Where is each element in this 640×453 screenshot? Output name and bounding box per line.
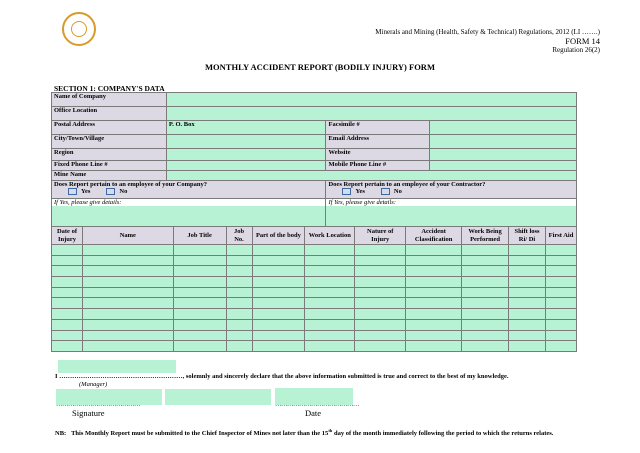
table-cell[interactable] <box>509 309 546 320</box>
table-cell[interactable] <box>226 309 252 320</box>
table-cell[interactable] <box>52 255 83 266</box>
table-cell[interactable] <box>82 330 173 341</box>
fixed-phone-field[interactable] <box>166 161 326 171</box>
table-cell[interactable] <box>406 277 462 288</box>
table-cell[interactable] <box>545 277 576 288</box>
table-cell[interactable] <box>305 266 355 277</box>
table-cell[interactable] <box>545 319 576 330</box>
accident-col-header: Work Location <box>305 227 355 245</box>
table-cell[interactable] <box>355 319 406 330</box>
company-name-label: Name of Company <box>52 93 167 107</box>
table-cell[interactable] <box>226 245 252 256</box>
table-cell[interactable] <box>252 319 305 330</box>
table-cell[interactable] <box>226 266 252 277</box>
date-dots: …………………………………… <box>275 401 359 408</box>
fixed-phone-label: Fixed Phone Line # <box>52 161 167 171</box>
table-cell[interactable] <box>545 341 576 352</box>
city-label: City/Town/Village <box>52 135 167 149</box>
table-cell[interactable] <box>509 277 546 288</box>
accident-col-header: Job No. <box>226 227 252 245</box>
table-cell[interactable] <box>406 319 462 330</box>
contractor-no-checkbox[interactable] <box>381 188 390 195</box>
table-cell[interactable] <box>52 309 83 320</box>
accident-table <box>51 226 577 352</box>
mobile-phone-field[interactable] <box>430 161 577 171</box>
table-cell[interactable] <box>52 341 83 352</box>
table-row <box>52 287 577 298</box>
company-yes-checkbox[interactable] <box>68 188 77 195</box>
logo-seal <box>62 12 96 46</box>
office-location-label: Office Location <box>52 107 167 121</box>
form-number: FORM 14 <box>565 36 600 46</box>
table-cell[interactable] <box>252 309 305 320</box>
table-cell[interactable] <box>305 287 355 298</box>
accident-col-header: Shift loss Ri/ Di <box>509 227 546 245</box>
table-cell[interactable] <box>462 309 509 320</box>
table-cell[interactable] <box>52 319 83 330</box>
table-cell[interactable] <box>355 298 406 309</box>
company-details-field[interactable]: If Yes, please give details: <box>52 199 326 229</box>
table-cell[interactable] <box>462 266 509 277</box>
table-row <box>52 319 577 330</box>
table-cell[interactable] <box>252 341 305 352</box>
table-cell[interactable] <box>406 341 462 352</box>
signature-label: Signature <box>72 408 105 418</box>
company-no-checkbox[interactable] <box>106 188 115 195</box>
table-cell[interactable] <box>509 245 546 256</box>
manager-name-field[interactable] <box>58 360 176 373</box>
region-label: Region <box>52 149 167 161</box>
table-cell[interactable] <box>252 255 305 266</box>
city-field[interactable] <box>166 135 326 149</box>
table-cell[interactable] <box>355 266 406 277</box>
contractor-details-field[interactable]: If Yes, please give details: <box>326 199 577 229</box>
table-cell[interactable] <box>545 266 576 277</box>
table-cell[interactable] <box>406 266 462 277</box>
table-cell[interactable] <box>355 245 406 256</box>
po-box-field[interactable]: P. O. Box <box>166 121 326 135</box>
accident-col-header: Job Title <box>173 227 226 245</box>
table-cell[interactable] <box>462 298 509 309</box>
table-cell[interactable] <box>82 309 173 320</box>
table-row <box>52 255 577 266</box>
table-cell[interactable] <box>52 245 83 256</box>
accident-col-header: Part of the body <box>252 227 305 245</box>
mobile-phone-label: Mobile Phone Line # <box>326 161 430 171</box>
table-cell[interactable] <box>406 330 462 341</box>
accident-col-header: Work Being Performed <box>462 227 509 245</box>
table-cell[interactable] <box>173 277 226 288</box>
page-title: MONTHLY ACCIDENT REPORT (BODILY INJURY) FORM <box>205 62 435 72</box>
table-cell[interactable] <box>52 298 83 309</box>
table-cell[interactable] <box>545 255 576 266</box>
postal-address-label: Postal Address <box>52 121 167 135</box>
table-cell[interactable] <box>52 287 83 298</box>
contractor-question: Does Report pertain to an employee of your Contractor? Yes No <box>326 181 577 199</box>
contractor-yes-checkbox[interactable] <box>342 188 351 195</box>
table-cell[interactable] <box>82 341 173 352</box>
table-cell[interactable] <box>305 245 355 256</box>
table-row <box>52 330 577 341</box>
email-label: Email Address <box>326 135 430 149</box>
mine-name-label: Mine Name <box>52 171 167 181</box>
table-cell[interactable] <box>545 245 576 256</box>
table-cell[interactable] <box>252 245 305 256</box>
region-field[interactable] <box>166 149 326 161</box>
table-cell[interactable] <box>82 277 173 288</box>
table-cell[interactable] <box>52 330 83 341</box>
table-cell[interactable] <box>252 266 305 277</box>
table-row <box>52 277 577 288</box>
table-cell[interactable] <box>173 245 226 256</box>
table-row <box>52 341 577 352</box>
table-cell[interactable] <box>406 287 462 298</box>
signature-dots: …………………………………… <box>56 401 140 408</box>
table-cell[interactable] <box>509 266 546 277</box>
table-cell[interactable] <box>173 298 226 309</box>
accident-col-header: Nature of Injury <box>355 227 406 245</box>
table-cell[interactable] <box>173 255 226 266</box>
table-cell[interactable] <box>355 277 406 288</box>
table-cell[interactable] <box>509 319 546 330</box>
table-cell[interactable] <box>173 330 226 341</box>
table-cell[interactable] <box>305 309 355 320</box>
accident-col-header: Date of Injury <box>52 227 83 245</box>
table-cell[interactable] <box>545 287 576 298</box>
email-field[interactable] <box>430 135 577 149</box>
table-cell[interactable] <box>355 341 406 352</box>
table-cell[interactable] <box>82 287 173 298</box>
table-cell[interactable] <box>305 341 355 352</box>
table-cell[interactable] <box>226 287 252 298</box>
website-label: Website <box>326 149 430 161</box>
table-cell[interactable] <box>252 277 305 288</box>
table-cell[interactable] <box>305 255 355 266</box>
table-cell[interactable] <box>226 277 252 288</box>
table-cell[interactable] <box>406 255 462 266</box>
table-cell[interactable] <box>305 298 355 309</box>
table-row <box>52 266 577 277</box>
table-cell[interactable] <box>462 255 509 266</box>
office-location-field[interactable] <box>166 107 576 121</box>
table-cell[interactable] <box>82 245 173 256</box>
table-cell[interactable] <box>252 287 305 298</box>
signature-field-2[interactable] <box>165 389 271 405</box>
accident-col-header: First Aid <box>545 227 576 245</box>
table-cell[interactable] <box>173 287 226 298</box>
table-cell[interactable] <box>82 266 173 277</box>
table-cell[interactable] <box>82 255 173 266</box>
table-row <box>52 245 577 256</box>
table-cell[interactable] <box>82 319 173 330</box>
table-cell[interactable] <box>462 287 509 298</box>
table-cell[interactable] <box>226 330 252 341</box>
table-cell[interactable] <box>509 341 546 352</box>
table-cell[interactable] <box>406 298 462 309</box>
website-field[interactable] <box>430 149 577 161</box>
table-cell[interactable] <box>545 309 576 320</box>
table-cell[interactable] <box>305 277 355 288</box>
table-cell[interactable] <box>173 266 226 277</box>
table-row <box>52 298 577 309</box>
table-cell[interactable] <box>173 341 226 352</box>
table-cell[interactable] <box>305 319 355 330</box>
regulation-ref: Regulation 26(2) <box>552 46 600 54</box>
table-cell[interactable] <box>462 330 509 341</box>
table-cell[interactable] <box>545 298 576 309</box>
table-cell[interactable] <box>406 245 462 256</box>
section-heading: SECTION 1: COMPANY'S DATA <box>54 84 165 93</box>
company-name-field[interactable] <box>166 93 576 107</box>
table-cell[interactable] <box>509 287 546 298</box>
table-cell[interactable] <box>406 309 462 320</box>
company-question: Does Report pertain to an employee of your Company? Yes No <box>52 181 326 199</box>
facsimile-label: Facsimile # <box>326 121 430 135</box>
table-cell[interactable] <box>226 298 252 309</box>
date-label: Date <box>305 408 322 418</box>
table-row <box>52 309 577 320</box>
table-cell[interactable] <box>462 277 509 288</box>
facsimile-field[interactable] <box>430 121 577 135</box>
table-cell[interactable] <box>462 245 509 256</box>
accident-col-header: Name <box>82 227 173 245</box>
table-cell[interactable] <box>355 287 406 298</box>
table-cell[interactable] <box>462 341 509 352</box>
table-cell[interactable] <box>173 309 226 320</box>
table-cell[interactable] <box>52 266 83 277</box>
table-cell[interactable] <box>252 298 305 309</box>
table-cell[interactable] <box>509 330 546 341</box>
table-cell[interactable] <box>355 330 406 341</box>
table-cell[interactable] <box>252 330 305 341</box>
table-cell[interactable] <box>226 341 252 352</box>
table-cell[interactable] <box>509 298 546 309</box>
accident-col-header: Accident Classification <box>406 227 462 245</box>
footnote: NB: This Monthly Report must be submitted to the Chief Inspector of Mines not later than the 15th day of the month immediately following the period to which the returns relates. <box>55 428 554 438</box>
table-cell[interactable] <box>509 255 546 266</box>
table-cell[interactable] <box>545 330 576 341</box>
table-cell[interactable] <box>52 277 83 288</box>
table-cell[interactable] <box>82 298 173 309</box>
table-cell[interactable] <box>355 309 406 320</box>
table-cell[interactable] <box>173 319 226 330</box>
table-cell[interactable] <box>305 330 355 341</box>
regulation-title: Minerals and Mining (Health, Safety & Technical) Regulations, 2012 (LI …….) <box>375 28 600 36</box>
mine-name-field[interactable] <box>166 171 576 181</box>
manager-label: (Manager) <box>79 381 108 388</box>
table-cell[interactable] <box>226 319 252 330</box>
company-data-table <box>51 92 577 229</box>
table-cell[interactable] <box>226 255 252 266</box>
table-cell[interactable] <box>355 255 406 266</box>
table-cell[interactable] <box>462 319 509 330</box>
declaration-text: I …………………………………………………, solemnly and sincerely declare that the above information submitted is true and correct to the best of my knowledge. <box>55 373 509 380</box>
